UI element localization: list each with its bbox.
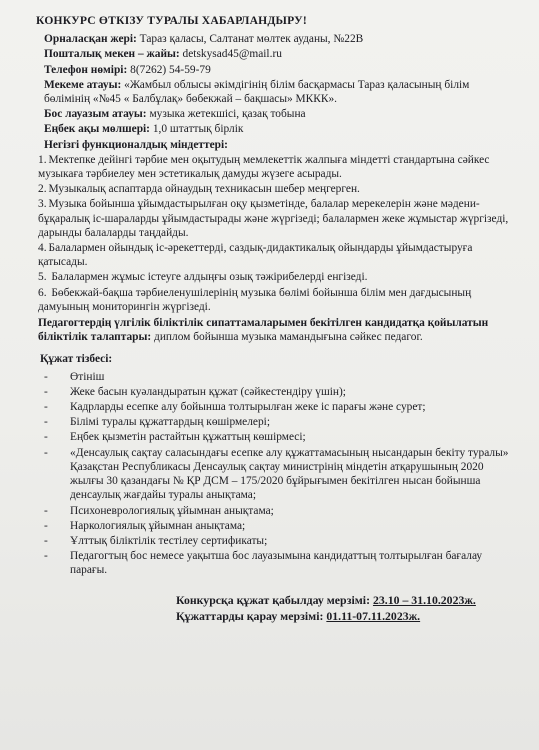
document-item-text: Еңбек қызметін растайтын құжаттың көшірмесі; — [70, 431, 306, 444]
duty-text: Балалармен жұмыс істеуге алдыңғы озық тәжірибелерді енгізеді. — [48, 271, 368, 284]
document-item-text: Өтініш — [70, 370, 105, 383]
field-label: Мекеме атауы: — [44, 78, 122, 91]
document-item-text: «Денсаулық сақтау саласындағы есепке алу құжаттамасының нысандарын бекіту туралы» Қазақстан Республикасы Денсаулық сақтау министрінің міндетін атқарушының 2020 жылғы 30 қазандағы № ҚР ДСМ – 175/2020 бұйрығымен бекітілген нысан бойынша денсаулық жағдайы туралы анықтама; — [70, 446, 509, 502]
field-value: 8(7262) 54-59-79 — [127, 63, 211, 76]
field-value: музыка жетекшісі, қазақ тобына — [146, 108, 306, 121]
document-item — [44, 430, 512, 444]
field-label: Пошталық мекен – жайы: — [44, 48, 180, 61]
document-item-text: Білімі туралы құжаттардың көшірмелері; — [70, 416, 270, 429]
dash-bullet: - — [44, 416, 48, 429]
dash-bullet: - — [44, 431, 48, 444]
document-item-text: Кадрларды есепке алу бойынша толтырылған жеке іс парағы және сурет; — [70, 401, 426, 414]
document-item — [44, 370, 512, 384]
dash-bullet: - — [44, 370, 48, 383]
document-item — [44, 534, 512, 548]
document-item — [44, 549, 512, 577]
duties-title: Негізгі функционалдық міндеттері: — [44, 138, 228, 151]
field-phone — [44, 63, 512, 77]
field-value: detskysad45@mail.ru — [179, 48, 282, 61]
dash-bullet: - — [44, 519, 48, 532]
field-label: Бос лауазым атауы: — [44, 108, 147, 121]
duty-text: Бөбекжай-бақша тәрбиеленушілерінің музыка бөлімі бойынша білім мен дағдысының дамуының мониторингін жүргізеді. — [38, 286, 472, 313]
deadline-label: Құжаттарды қарау мерзімі: — [176, 608, 327, 623]
dash-bullet: - — [44, 385, 48, 398]
field-organization — [44, 78, 512, 106]
duty-number: 1. — [38, 153, 47, 166]
dash-bullet: - — [44, 446, 48, 459]
duty-item — [38, 197, 512, 240]
dash-bullet: - — [44, 401, 48, 414]
duty-text: Балалармен ойындық іс-әрекеттерді, саздық-дидактикалық ойындарды ұйымдастыруға қатысады. — [38, 242, 473, 269]
duty-number: 2. — [38, 183, 47, 196]
document-item — [44, 385, 512, 399]
documents-list — [44, 370, 512, 578]
document-item — [44, 504, 512, 518]
deadline-value: 23.10 – 31.10.2023ж. — [372, 592, 476, 607]
duties-list — [38, 153, 512, 314]
field-vacancy — [44, 107, 512, 121]
duty-number: 6. — [38, 286, 47, 299]
duty-item — [38, 270, 512, 284]
document-item-text: Ұлттық біліктілік тестілеу сертификаты; — [70, 534, 268, 547]
dash-bullet: - — [44, 550, 48, 563]
duty-item — [38, 241, 512, 269]
duty-text: Музыка бойынша ұйымдастырылған оқу қызметінде, балалар мерекелерін және мәдени- бұқаралық іс-шараларды ұйымдастырады және жүргізеді; балалармен жеке жұмыстар жүргізеді, дарынды балаларды таңдайды. — [38, 198, 509, 239]
duty-item — [38, 153, 512, 181]
dash-bullet: - — [44, 504, 48, 517]
document-item — [44, 400, 512, 414]
documents-list-title: Құжат тізбесі: — [40, 353, 113, 366]
document-title: КОНКУРС ӨТКІЗУ ТУРАЛЫ ХАБАРЛАНДЫРУ! — [36, 14, 307, 27]
duty-number: 4. — [38, 242, 47, 255]
field-salary-rate — [44, 122, 512, 136]
requirements-label: Педагогтердің үлгілік біліктілік сипаттамаларымен бекітілген кандидатқа қойылатын біліктілік талаптары: — [38, 317, 489, 344]
deadline-value: 01.11-07.11.2023ж. — [326, 608, 421, 623]
field-postal-address — [44, 47, 512, 61]
document-item-text: Психоневрологиялық ұйымнан анықтама; — [70, 504, 274, 517]
field-label: Орналасқан жері: — [44, 33, 137, 46]
field-location — [44, 32, 512, 46]
document-item — [44, 415, 512, 429]
document-item — [44, 519, 512, 533]
field-label: Телефон нөмірі: — [44, 63, 128, 76]
deadline-acceptance — [176, 592, 512, 608]
field-value: 1,0 штаттық бірлік — [149, 123, 244, 136]
duty-number: 3. — [38, 198, 47, 211]
duty-number: 5. — [38, 271, 47, 284]
duty-item — [38, 182, 512, 196]
field-value: «Жамбыл облысы әкімдігінің білім басқармасы Тараз қаласының білім бөлімінің «№45 « Балбұлақ» бөбекжай – бақшасы» МККК». — [44, 78, 470, 106]
duty-text: Музыкалық аспаптарда ойнаудың техникасын шебер меңгерген. — [48, 183, 360, 196]
document-item-text: Жеке басын куәландыратын құжат (сәйкестендіру үшін); — [70, 385, 346, 398]
deadline-label: Конкурсқа құжат қабылдау мерзімі: — [176, 592, 373, 607]
document-item — [44, 446, 512, 503]
field-label: Еңбек ақы мөлшері: — [44, 123, 150, 136]
duty-text: Мектепке дейінгі тәрбие мен оқытудың мемлекеттік жалпыға міндетті стандартына сәйкес музыкаға тәрбиелеу мен эстетикалық дамуды жүзеге асырады. — [38, 153, 490, 181]
document-item-text: Педагогтың бос немесе уақытша бос лауазымына кандидаттың толтырылған бағалау парағы. — [70, 550, 483, 577]
duty-item — [38, 286, 512, 314]
requirements-value: диплом бойынша музыка мамандығына сәйкес педагог. — [151, 331, 423, 344]
dash-bullet: - — [44, 534, 48, 547]
deadlines — [34, 592, 512, 624]
deadline-review — [176, 608, 512, 624]
document-body — [34, 14, 512, 624]
document-item-text: Наркологиялық ұйымнан анықтама; — [70, 519, 246, 532]
field-value: Тараз қаласы, Салтанат мөлтек ауданы, №22В — [136, 33, 364, 46]
qualification-requirements — [38, 316, 512, 344]
